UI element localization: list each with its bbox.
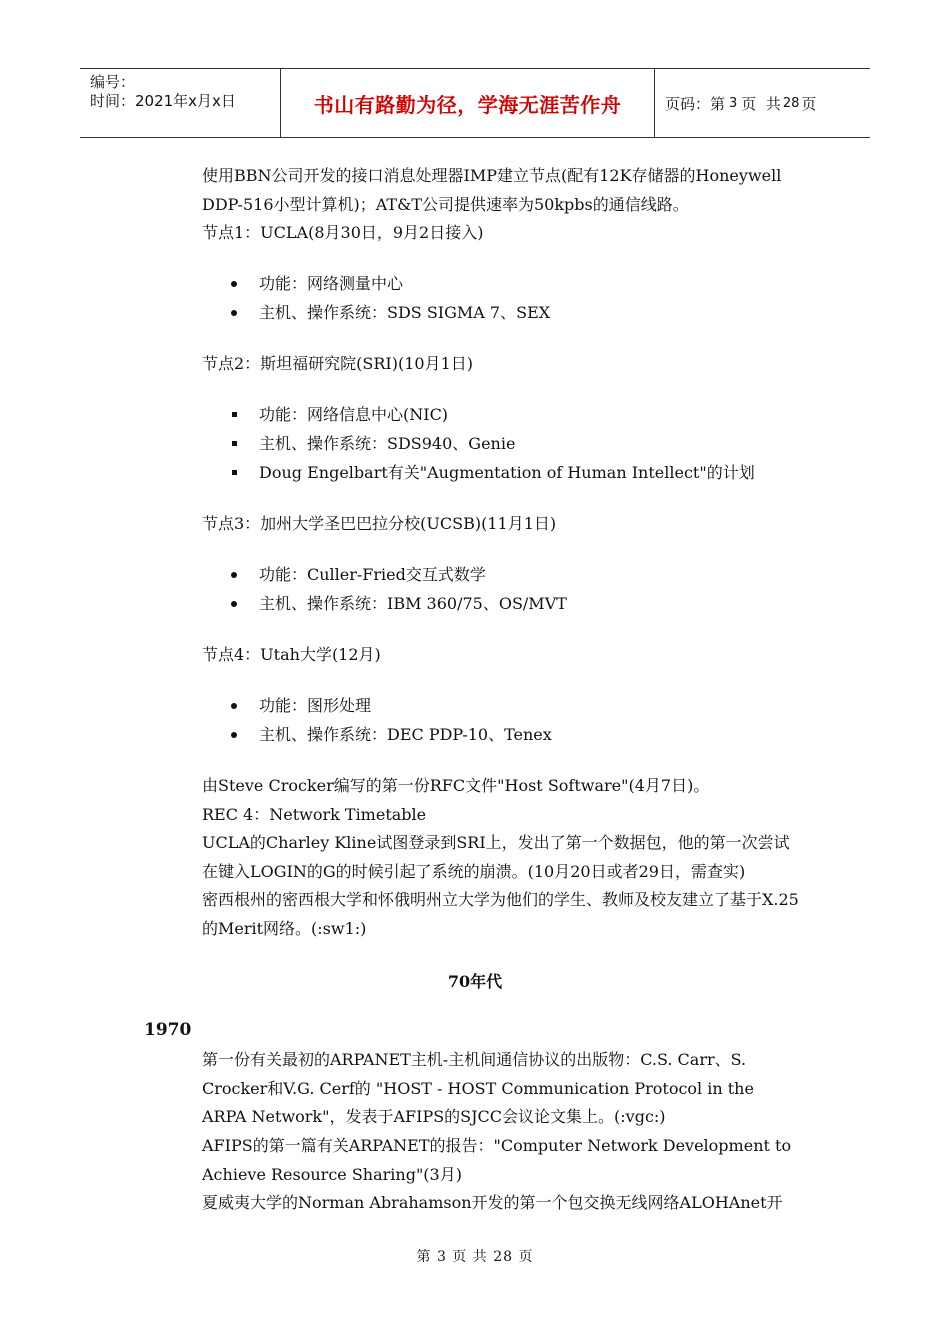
bullet-square-icon [232, 470, 237, 475]
paragraph-line: Crocker和V.G. Cerf的 "HOST - HOST Communication Protocol in the [202, 1079, 754, 1098]
paragraph-line: 夏威夷大学的Norman Abrahamson开发的第一个包交换无线网络ALOHAnet开 [202, 1193, 783, 1212]
header-page-num: 3 [729, 95, 738, 111]
year-heading: 1970 [144, 1020, 192, 1040]
paragraph-line: 由Steve Crocker编写的第一份RFC文件"Host Software"(4月7日)。 [202, 776, 710, 795]
bullet-dot-icon [231, 281, 237, 287]
list-item: 功能：网络测量中心 [228, 270, 403, 298]
paragraph-line: 使用BBN公司开发的接口消息处理器IMP建立节点(配有12K存储器的Honeywell [202, 166, 782, 185]
header-motto: 书山有路勤为径，学海无涯苦作舟 [280, 69, 655, 137]
paragraph-line: REC 4：Network Timetable [202, 805, 427, 824]
bullet-dot-icon [231, 703, 237, 709]
header-date: 时间：2021年x月x日 [90, 92, 236, 110]
paragraph-line: AFIPS的第一篇有关ARPANET的报告："Computer Network Development to [202, 1136, 792, 1155]
list-item: 功能：Culler-Fried交互式数学 [228, 561, 486, 589]
header-meta [80, 69, 280, 137]
header-page-label: 页码：第 [665, 94, 726, 113]
bullet-dot-icon [231, 310, 237, 316]
paragraph-line: ARPA Network"，发表于AFIPS的SJCC会议论文集上。(:vgc:) [202, 1107, 666, 1126]
list-item: 主机、操作系统：SDS940、Genie [228, 430, 515, 458]
bullet-square-icon [232, 441, 237, 446]
list-item: 功能：图形处理 [228, 692, 371, 720]
paragraph-line: DDP-516小型计算机)；AT&T公司提供速率为50kpbs的通信线路。 [202, 195, 689, 214]
node-heading: 节点2：斯坦福研究院(SRI)(10月1日) [202, 354, 474, 373]
list-item: 主机、操作系统：DEC PDP-10、Tenex [228, 721, 552, 749]
list-item: Doug Engelbart有关"Augmentation of Human Intellect"的计划 [228, 459, 755, 487]
decade-heading: 70年代 [447, 972, 503, 991]
list-item: 主机、操作系统：IBM 360/75、OS/MVT [228, 590, 567, 618]
paragraph-line: 密西根州的密西根大学和怀俄明州立大学为他们的学生、教师及校友建立了基于X.25 [202, 890, 799, 909]
bullet-dot-icon [231, 572, 237, 578]
paragraph-line: 在键入LOGIN的G的时候引起了系统的崩溃。(10月20日或者29日，需查实) [202, 862, 746, 881]
paragraph-line: Achieve Resource Sharing"(3月) [202, 1165, 462, 1184]
bullet-dot-icon [231, 732, 237, 738]
node-heading: 节点3：加州大学圣巴巴拉分校(UCSB)(11月1日) [202, 514, 557, 533]
node-heading: 节点4：Utah大学(12月) [202, 645, 381, 664]
page-header [80, 68, 870, 138]
header-page-end: 页 [801, 94, 817, 113]
header-serial: 编号： [90, 73, 136, 91]
node-heading: 节点1：UCLA(8月30日，9月2日接入) [202, 223, 484, 242]
paragraph-line: UCLA的Charley Kline试图登录到SRI上，发出了第一个数据包，他的第一次尝试 [202, 833, 790, 852]
paragraph-line: 第一份有关最初的ARPANET主机-主机间通信协议的出版物：C.S. Carr、S. [202, 1050, 747, 1069]
paragraph-line: 的Merit网络。(:sw1:) [202, 919, 367, 938]
list-item: 功能：网络信息中心(NIC) [228, 401, 448, 429]
header-page-mid: 页 共 [741, 94, 781, 113]
bullet-square-icon [232, 412, 237, 417]
page-footer: 第 3 页 共 28 页 [416, 1249, 534, 1265]
list-item: 主机、操作系统：SDS SIGMA 7、SEX [228, 299, 550, 327]
header-page-info [655, 69, 870, 137]
bullet-dot-icon [231, 601, 237, 607]
header-page-total: 28 [782, 95, 800, 111]
